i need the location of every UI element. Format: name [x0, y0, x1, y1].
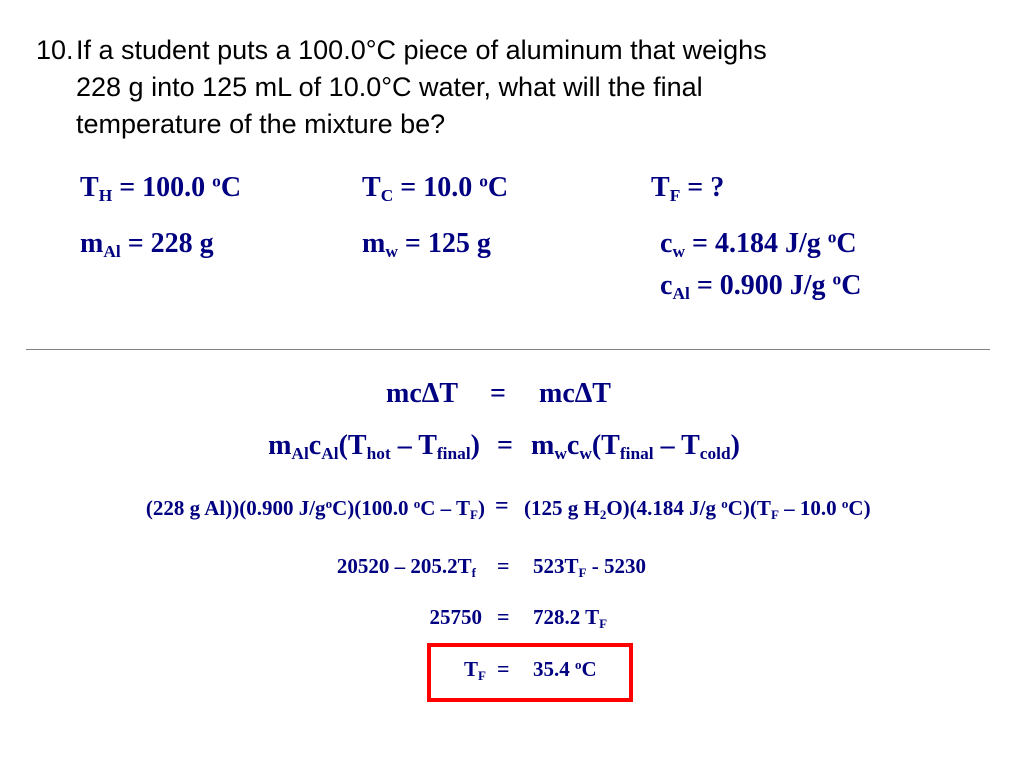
eq1-left: mcΔT [386, 378, 458, 409]
eq3-equals: = [495, 493, 509, 519]
problem-line-2: 228 g into 125 mL of 10.0°C water, what will the final [76, 72, 703, 102]
given-mass-al: $m_{Al} = 228$ g [80, 228, 214, 262]
divider-line [26, 349, 990, 350]
given-c-al: $c_{Al} = 0.900$ J/g $^o$C [660, 269, 862, 304]
eq5-equals: = [497, 604, 510, 629]
eq5-left: 25750 [429, 605, 482, 629]
eq2-left: $m_{Al}c_{Al}(T_{hot} - T_{final})$ [268, 430, 480, 464]
eq1-equals: = [490, 378, 506, 409]
problem-line-1: 10.If a student puts a 100.0°C piece of aluminum that weighs [36, 32, 996, 69]
given-c-water: $c_w = 4.184$ J/g $^o$C [660, 227, 857, 262]
eq2-equals: = [497, 430, 513, 461]
eq2-right: $m_wc_w(T_{final} - T_{cold})$ [531, 430, 740, 464]
given-t-final: $T_F$ = ? [651, 172, 725, 206]
problem-statement [36, 32, 996, 143]
problem-line-3: temperature of the mixture be? [76, 109, 446, 139]
eq3-left: (228 g Al))(0.900 $J/g^oC)(100.0$ $^oC - T_F$) [145, 495, 485, 522]
given-mass-water: $m_w = 125$ g [362, 228, 491, 262]
given-t-cold: $T_C = 10.0$ $^o$C [362, 171, 509, 206]
final-answer: 35.4 $^o$C [533, 656, 597, 681]
eq4-equals: = [497, 553, 510, 578]
eq5-right: 728.2 $T_F$ [533, 605, 608, 631]
eq3-right: (125 g $H_2O)(4.184$ J/g $^oC)(T_F - 10.0$ $^o$C) [524, 495, 871, 522]
eq4-right: $523T_F - 5230$ [533, 554, 646, 580]
eq4-left: $20520 - 205.2T_f$ [336, 554, 476, 580]
eq6-left: $T_F$ [464, 657, 486, 683]
eq1-right: mcΔT [539, 378, 611, 409]
given-t-hot: $T_H = 100.0$ $^o$C [80, 171, 242, 206]
eq6-equals: = [497, 656, 510, 681]
problem-number: 10. [36, 35, 74, 65]
